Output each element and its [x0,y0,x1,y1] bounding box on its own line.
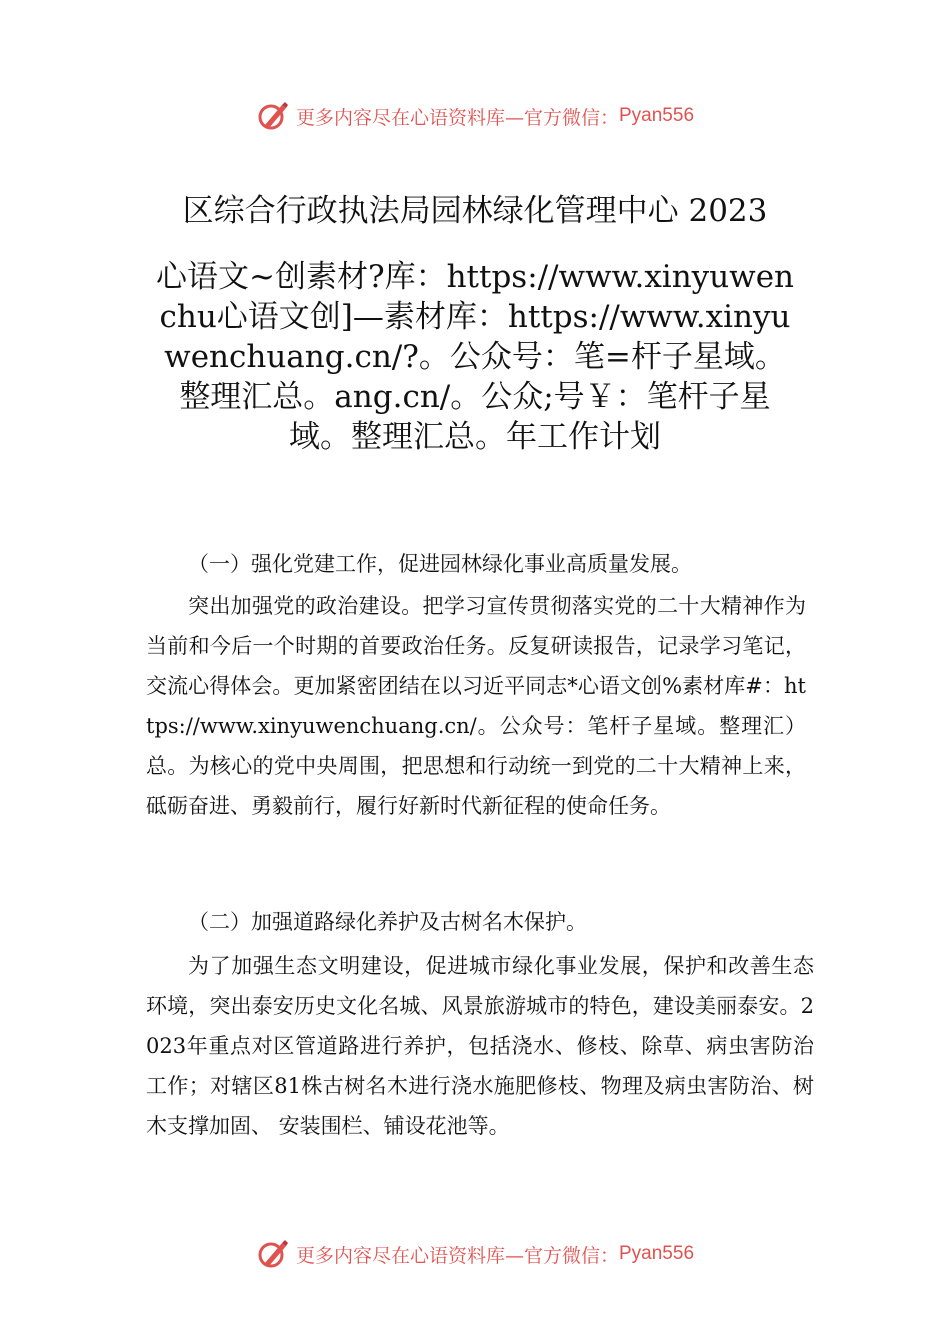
section-heading-1: （一）强化党建工作，促进园林绿化事业高质量发展。 [188,552,692,576]
banner-text: 更多内容尽在心语资料库—官方微信： [295,106,619,129]
banner-wechat-id: Pyan556 [619,1243,695,1264]
section-heading-2: （二）加强道路绿化养护及古树名木保护。 [188,910,587,934]
banner-wechat-id: Pyan556 [619,105,695,126]
footer-banner [0,1234,950,1274]
section-paragraph-2: 为了加强生态文明建设，促进城市绿化事业发展，保护和改善生态环境，突出泰安历史文化名城、风景旅游城市的特色，建设美丽泰安。2023年重点对区管道路进行养护，包括浇水、修枝、除草、病虫害防治工作；对辖区81株古树名木进行浇水施肥修枝、物理及病虫害防治、树木支撑加固、 安装围栏、铺设花池等。 [146,954,814,1138]
section-paragraph-1: 突出加强党的政治建设。把学习宣传贯彻落实党的二十大精神作为当前和今后一个时期的首要政治任务。反复研读报告，记录学习笔记，交流心得体会。更加紧密团结在以习近平同志*心语文创%素材库#：https://www.xinyuwenchuang.cn/。公众号：笔杆子星域。整理汇）总。为核心的党中央周围，把思想和行动统一到党的二十大精神上来，砥砺奋进、勇毅前行，履行好新时代新征程的使命任务。 [146,594,806,818]
red-pen-logo-icon [256,1237,290,1271]
red-pen-logo-icon [256,99,290,133]
header-banner [0,96,950,136]
document-title: 区综合行政执法局园林绿化管理中心 2023 [182,193,768,229]
document-title-continued: 心语文~创素材?库：https://www.xinyuwenchu心语文创]—素材库：https://www.xinyuwenchuang.cn/?。公众号：笔=杆子星域。整理汇总。ang.cn/。公众;号￥：笔杆子星域。整理汇总。年工作计划 [155,259,795,455]
banner-text: 更多内容尽在心语资料库—官方微信： [295,1244,619,1267]
